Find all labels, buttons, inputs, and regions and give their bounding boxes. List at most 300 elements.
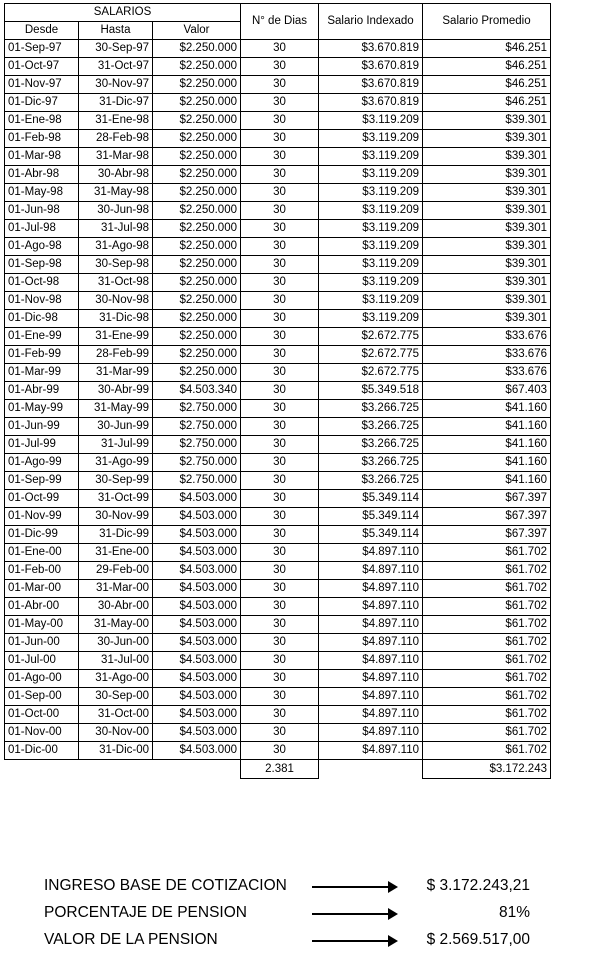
cell-dias: 30 [241,580,319,598]
cell-desde: 01-Oct-98 [5,274,79,292]
cell-indexado: $3.266.725 [319,400,423,418]
summary-row [4,926,604,953]
cell-desde: 01-Abr-00 [5,598,79,616]
cell-indexado: $3.266.725 [319,454,423,472]
cell-hasta: 31-Oct-97 [79,58,153,76]
cell-indexado: $3.266.725 [319,472,423,490]
cell-hasta: 28-Feb-98 [79,130,153,148]
cell-promedio: $46.251 [423,76,551,94]
cell-indexado: $3.119.209 [319,256,423,274]
totals-promedio: $3.172.243 [423,760,551,779]
cell-valor: $2.750.000 [153,418,241,436]
cell-dias: 30 [241,688,319,706]
cell-valor: $2.250.000 [153,238,241,256]
cell-indexado: $4.897.110 [319,724,423,742]
cell-desde: 01-Ene-98 [5,112,79,130]
cell-promedio: $67.397 [423,490,551,508]
cell-indexado: $3.119.209 [319,166,423,184]
cell-dias: 30 [241,598,319,616]
cell-promedio: $61.702 [423,724,551,742]
table-row [5,670,551,688]
cell-valor: $2.250.000 [153,40,241,58]
cell-promedio: $61.702 [423,706,551,724]
cell-dias: 30 [241,256,319,274]
totals-row [5,760,551,779]
cell-valor: $4.503.000 [153,490,241,508]
cell-valor: $2.750.000 [153,436,241,454]
table-row [5,40,551,58]
cell-dias: 30 [241,58,319,76]
cell-indexado: $5.349.114 [319,526,423,544]
cell-dias: 30 [241,40,319,58]
table-row [5,310,551,328]
cell-promedio: $39.301 [423,184,551,202]
cell-hasta: 31-Oct-99 [79,490,153,508]
table-row [5,328,551,346]
table-row [5,742,551,760]
cell-valor: $2.250.000 [153,148,241,166]
cell-promedio: $61.702 [423,616,551,634]
cell-hasta: 30-Jun-98 [79,202,153,220]
cell-promedio: $39.301 [423,148,551,166]
table-body [5,40,551,760]
cell-indexado: $4.897.110 [319,688,423,706]
cell-dias: 30 [241,652,319,670]
table-row [5,112,551,130]
cell-promedio: $41.160 [423,400,551,418]
totals-spacer-hasta [79,760,153,779]
cell-hasta: 30-Nov-98 [79,292,153,310]
cell-valor: $2.250.000 [153,184,241,202]
cell-dias: 30 [241,148,319,166]
cell-valor: $4.503.000 [153,742,241,760]
cell-desde: 01-Ago-00 [5,670,79,688]
cell-promedio: $61.702 [423,598,551,616]
header-hasta: Hasta [79,22,153,40]
cell-desde: 01-Sep-00 [5,688,79,706]
cell-desde: 01-Dic-00 [5,742,79,760]
cell-valor: $4.503.000 [153,562,241,580]
cell-promedio: $39.301 [423,238,551,256]
cell-hasta: 31-Oct-98 [79,274,153,292]
summary-label: VALOR DE LA PENSION [44,930,218,948]
cell-promedio: $67.397 [423,526,551,544]
cell-desde: 01-Jul-00 [5,652,79,670]
cell-indexado: $3.119.209 [319,238,423,256]
cell-indexado: $3.119.209 [319,310,423,328]
totals-spacer-indexado [319,760,423,779]
cell-dias: 30 [241,184,319,202]
cell-desde: 01-Mar-99 [5,364,79,382]
cell-desde: 01-Feb-99 [5,346,79,364]
cell-promedio: $39.301 [423,112,551,130]
cell-promedio: $46.251 [423,58,551,76]
cell-hasta: 31-Ene-00 [79,544,153,562]
cell-dias: 30 [241,220,319,238]
cell-dias: 30 [241,742,319,760]
cell-hasta: 31-May-00 [79,616,153,634]
cell-indexado: $3.119.209 [319,274,423,292]
cell-hasta: 30-Jun-99 [79,418,153,436]
cell-promedio: $39.301 [423,292,551,310]
cell-valor: $4.503.000 [153,508,241,526]
cell-promedio: $67.397 [423,508,551,526]
cell-desde: 01-Mar-98 [5,148,79,166]
cell-hasta: 31-Dic-99 [79,526,153,544]
table-row [5,724,551,742]
cell-indexado: $3.119.209 [319,292,423,310]
cell-desde: 01-Feb-00 [5,562,79,580]
cell-valor: $2.750.000 [153,454,241,472]
cell-dias: 30 [241,382,319,400]
cell-promedio: $46.251 [423,94,551,112]
cell-dias: 30 [241,364,319,382]
cell-indexado: $3.670.819 [319,94,423,112]
cell-valor: $4.503.000 [153,616,241,634]
cell-promedio: $39.301 [423,256,551,274]
cell-hasta: 31-May-98 [79,184,153,202]
table-row [5,508,551,526]
cell-dias: 30 [241,292,319,310]
cell-promedio: $41.160 [423,436,551,454]
cell-indexado: $3.119.209 [319,130,423,148]
header-desde: Desde [5,22,79,40]
cell-indexado: $5.349.518 [319,382,423,400]
header-salario-promedio: Salario Promedio [423,4,551,40]
cell-dias: 30 [241,238,319,256]
cell-hasta: 28-Feb-99 [79,346,153,364]
cell-valor: $4.503.000 [153,652,241,670]
cell-promedio: $41.160 [423,472,551,490]
cell-indexado: $4.897.110 [319,598,423,616]
table-row [5,166,551,184]
cell-dias: 30 [241,508,319,526]
cell-desde: 01-Jul-98 [5,220,79,238]
cell-dias: 30 [241,472,319,490]
cell-promedio: $61.702 [423,544,551,562]
cell-dias: 30 [241,346,319,364]
cell-desde: 01-May-00 [5,616,79,634]
cell-promedio: $41.160 [423,418,551,436]
cell-desde: 01-Jun-98 [5,202,79,220]
cell-hasta: 30-Nov-99 [79,508,153,526]
cell-desde: 01-May-98 [5,184,79,202]
summary-row [4,872,604,899]
cell-desde: 01-Jul-99 [5,436,79,454]
cell-desde: 01-Nov-98 [5,292,79,310]
cell-promedio: $61.702 [423,688,551,706]
cell-valor: $2.250.000 [153,346,241,364]
cell-valor: $2.250.000 [153,310,241,328]
table-row [5,526,551,544]
table-row [5,76,551,94]
cell-valor: $4.503.000 [153,580,241,598]
table-row [5,202,551,220]
cell-promedio: $33.676 [423,346,551,364]
cell-hasta: 30-Sep-97 [79,40,153,58]
cell-desde: 01-Abr-99 [5,382,79,400]
cell-promedio: $39.301 [423,310,551,328]
cell-desde: 01-Oct-00 [5,706,79,724]
cell-promedio: $39.301 [423,220,551,238]
table-row [5,292,551,310]
cell-indexado: $5.349.114 [319,508,423,526]
cell-desde: 01-Mar-00 [5,580,79,598]
cell-dias: 30 [241,490,319,508]
cell-indexado: $3.119.209 [319,184,423,202]
cell-valor: $4.503.340 [153,382,241,400]
cell-dias: 30 [241,544,319,562]
salary-table [4,3,551,779]
cell-indexado: $3.670.819 [319,40,423,58]
cell-valor: $4.503.000 [153,670,241,688]
cell-desde: 01-Jun-99 [5,418,79,436]
cell-dias: 30 [241,112,319,130]
cell-dias: 30 [241,436,319,454]
cell-valor: $2.250.000 [153,364,241,382]
cell-hasta: 31-Ago-00 [79,670,153,688]
table-row [5,706,551,724]
cell-desde: 01-Oct-97 [5,58,79,76]
cell-dias: 30 [241,274,319,292]
cell-valor: $4.503.000 [153,706,241,724]
cell-indexado: $4.897.110 [319,616,423,634]
cell-hasta: 31-Ene-98 [79,112,153,130]
table-row [5,544,551,562]
summary-label: PORCENTAJE DE PENSION [44,903,247,921]
cell-dias: 30 [241,616,319,634]
cell-promedio: $61.702 [423,652,551,670]
cell-hasta: 30-Sep-98 [79,256,153,274]
cell-desde: 01-Nov-99 [5,508,79,526]
cell-hasta: 31-Dic-97 [79,94,153,112]
cell-indexado: $3.670.819 [319,58,423,76]
cell-indexado: $2.672.775 [319,364,423,382]
cell-indexado: $2.672.775 [319,346,423,364]
header-salario-indexado: Salario Indexado [319,4,423,40]
cell-valor: $2.250.000 [153,76,241,94]
summary-row [4,899,604,926]
cell-desde: 01-Dic-99 [5,526,79,544]
table-row [5,436,551,454]
table-row [5,616,551,634]
cell-promedio: $61.702 [423,742,551,760]
cell-dias: 30 [241,400,319,418]
cell-hasta: 31-Ago-99 [79,454,153,472]
cell-valor: $2.750.000 [153,400,241,418]
table-row [5,490,551,508]
cell-indexado: $4.897.110 [319,562,423,580]
cell-promedio: $39.301 [423,202,551,220]
cell-valor: $2.250.000 [153,130,241,148]
cell-hasta: 30-Abr-99 [79,382,153,400]
cell-hasta: 30-Jun-00 [79,634,153,652]
cell-dias: 30 [241,328,319,346]
cell-dias: 30 [241,634,319,652]
cell-dias: 30 [241,94,319,112]
cell-hasta: 31-Oct-00 [79,706,153,724]
cell-valor: $4.503.000 [153,598,241,616]
cell-indexado: $2.672.775 [319,328,423,346]
cell-dias: 30 [241,706,319,724]
summary-label: INGRESO BASE DE COTIZACION [44,876,287,894]
cell-hasta: 31-Dic-98 [79,310,153,328]
totals-spacer-valor [153,760,241,779]
cell-promedio: $39.301 [423,130,551,148]
cell-indexado: $4.897.110 [319,634,423,652]
cell-hasta: 31-Ago-98 [79,238,153,256]
cell-indexado: $3.266.725 [319,418,423,436]
cell-indexado: $3.266.725 [319,436,423,454]
cell-desde: 01-Sep-99 [5,472,79,490]
table-row [5,454,551,472]
cell-hasta: 31-Dic-00 [79,742,153,760]
summary-value: 81% [498,903,530,921]
cell-desde: 01-Ago-99 [5,454,79,472]
cell-hasta: 31-Mar-98 [79,148,153,166]
cell-promedio: $33.676 [423,328,551,346]
cell-desde: 01-Ene-00 [5,544,79,562]
cell-valor: $2.250.000 [153,292,241,310]
table-row [5,652,551,670]
cell-dias: 30 [241,166,319,184]
arrow-right-icon [304,933,414,947]
cell-promedio: $61.702 [423,634,551,652]
totals-spacer-desde [5,760,79,779]
table-row [5,184,551,202]
cell-desde: 01-Sep-97 [5,40,79,58]
cell-desde: 01-Ago-98 [5,238,79,256]
cell-desde: 01-Sep-98 [5,256,79,274]
cell-promedio: $33.676 [423,364,551,382]
cell-dias: 30 [241,526,319,544]
cell-indexado: $4.897.110 [319,706,423,724]
table-row [5,346,551,364]
cell-hasta: 31-May-99 [79,400,153,418]
cell-valor: $2.250.000 [153,94,241,112]
table-row [5,400,551,418]
cell-desde: 01-Dic-98 [5,310,79,328]
cell-hasta: 30-Sep-00 [79,688,153,706]
cell-valor: $2.250.000 [153,202,241,220]
cell-valor: $2.250.000 [153,220,241,238]
cell-hasta: 30-Nov-97 [79,76,153,94]
cell-indexado: $5.349.114 [319,490,423,508]
cell-dias: 30 [241,202,319,220]
table-row [5,472,551,490]
cell-valor: $2.250.000 [153,112,241,130]
cell-indexado: $4.897.110 [319,580,423,598]
cell-indexado: $3.119.209 [319,148,423,166]
cell-desde: 01-Ene-99 [5,328,79,346]
cell-desde: 01-Jun-00 [5,634,79,652]
cell-promedio: $61.702 [423,562,551,580]
table-row [5,130,551,148]
cell-hasta: 29-Feb-00 [79,562,153,580]
cell-indexado: $3.670.819 [319,76,423,94]
cell-hasta: 31-Mar-99 [79,364,153,382]
cell-promedio: $67.403 [423,382,551,400]
cell-indexado: $3.119.209 [319,220,423,238]
table-row [5,256,551,274]
cell-hasta: 31-Jul-00 [79,652,153,670]
cell-valor: $4.503.000 [153,634,241,652]
cell-dias: 30 [241,562,319,580]
table-row [5,382,551,400]
cell-dias: 30 [241,76,319,94]
totals-dias: 2.381 [241,760,319,779]
cell-valor: $2.250.000 [153,256,241,274]
table-row [5,274,551,292]
cell-dias: 30 [241,310,319,328]
table-row [5,580,551,598]
cell-indexado: $4.897.110 [319,652,423,670]
cell-valor: $2.250.000 [153,58,241,76]
cell-valor: $2.250.000 [153,166,241,184]
cell-indexado: $4.897.110 [319,670,423,688]
header-dias: N° de Dias [241,4,319,40]
table-row [5,598,551,616]
header-valor: Valor [153,22,241,40]
cell-promedio: $39.301 [423,274,551,292]
table-footer [5,760,551,779]
cell-hasta: 30-Abr-00 [79,598,153,616]
cell-indexado: $4.897.110 [319,742,423,760]
cell-dias: 30 [241,724,319,742]
cell-dias: 30 [241,670,319,688]
cell-desde: 01-Oct-99 [5,490,79,508]
cell-dias: 30 [241,130,319,148]
cell-dias: 30 [241,454,319,472]
cell-valor: $2.750.000 [153,472,241,490]
cell-desde: 01-Dic-97 [5,94,79,112]
cell-promedio: $61.702 [423,670,551,688]
cell-promedio: $46.251 [423,40,551,58]
summary-block [4,872,604,953]
cell-desde: 01-May-99 [5,400,79,418]
summary-value: $ 2.569.517,00 [426,930,530,948]
table-row [5,58,551,76]
table-row [5,238,551,256]
cell-indexado: $3.119.209 [319,202,423,220]
table-row [5,220,551,238]
cell-valor: $4.503.000 [153,544,241,562]
table-row [5,562,551,580]
table-row [5,94,551,112]
table-row [5,148,551,166]
cell-desde: 01-Feb-98 [5,130,79,148]
cell-indexado: $3.119.209 [319,112,423,130]
cell-hasta: 30-Sep-99 [79,472,153,490]
arrow-right-icon [304,906,414,920]
cell-valor: $4.503.000 [153,688,241,706]
table-row [5,688,551,706]
cell-hasta: 31-Jul-98 [79,220,153,238]
cell-desde: 01-Abr-98 [5,166,79,184]
cell-indexado: $4.897.110 [319,544,423,562]
summary-value: $ 3.172.243,21 [426,876,530,894]
cell-hasta: 31-Mar-00 [79,580,153,598]
cell-promedio: $39.301 [423,166,551,184]
cell-valor: $4.503.000 [153,724,241,742]
table-row [5,364,551,382]
header-salarios-group: SALARIOS [5,4,241,22]
cell-hasta: 30-Nov-00 [79,724,153,742]
cell-hasta: 30-Abr-98 [79,166,153,184]
cell-hasta: 31-Ene-99 [79,328,153,346]
table-header-group-row [5,4,551,22]
cell-dias: 30 [241,418,319,436]
